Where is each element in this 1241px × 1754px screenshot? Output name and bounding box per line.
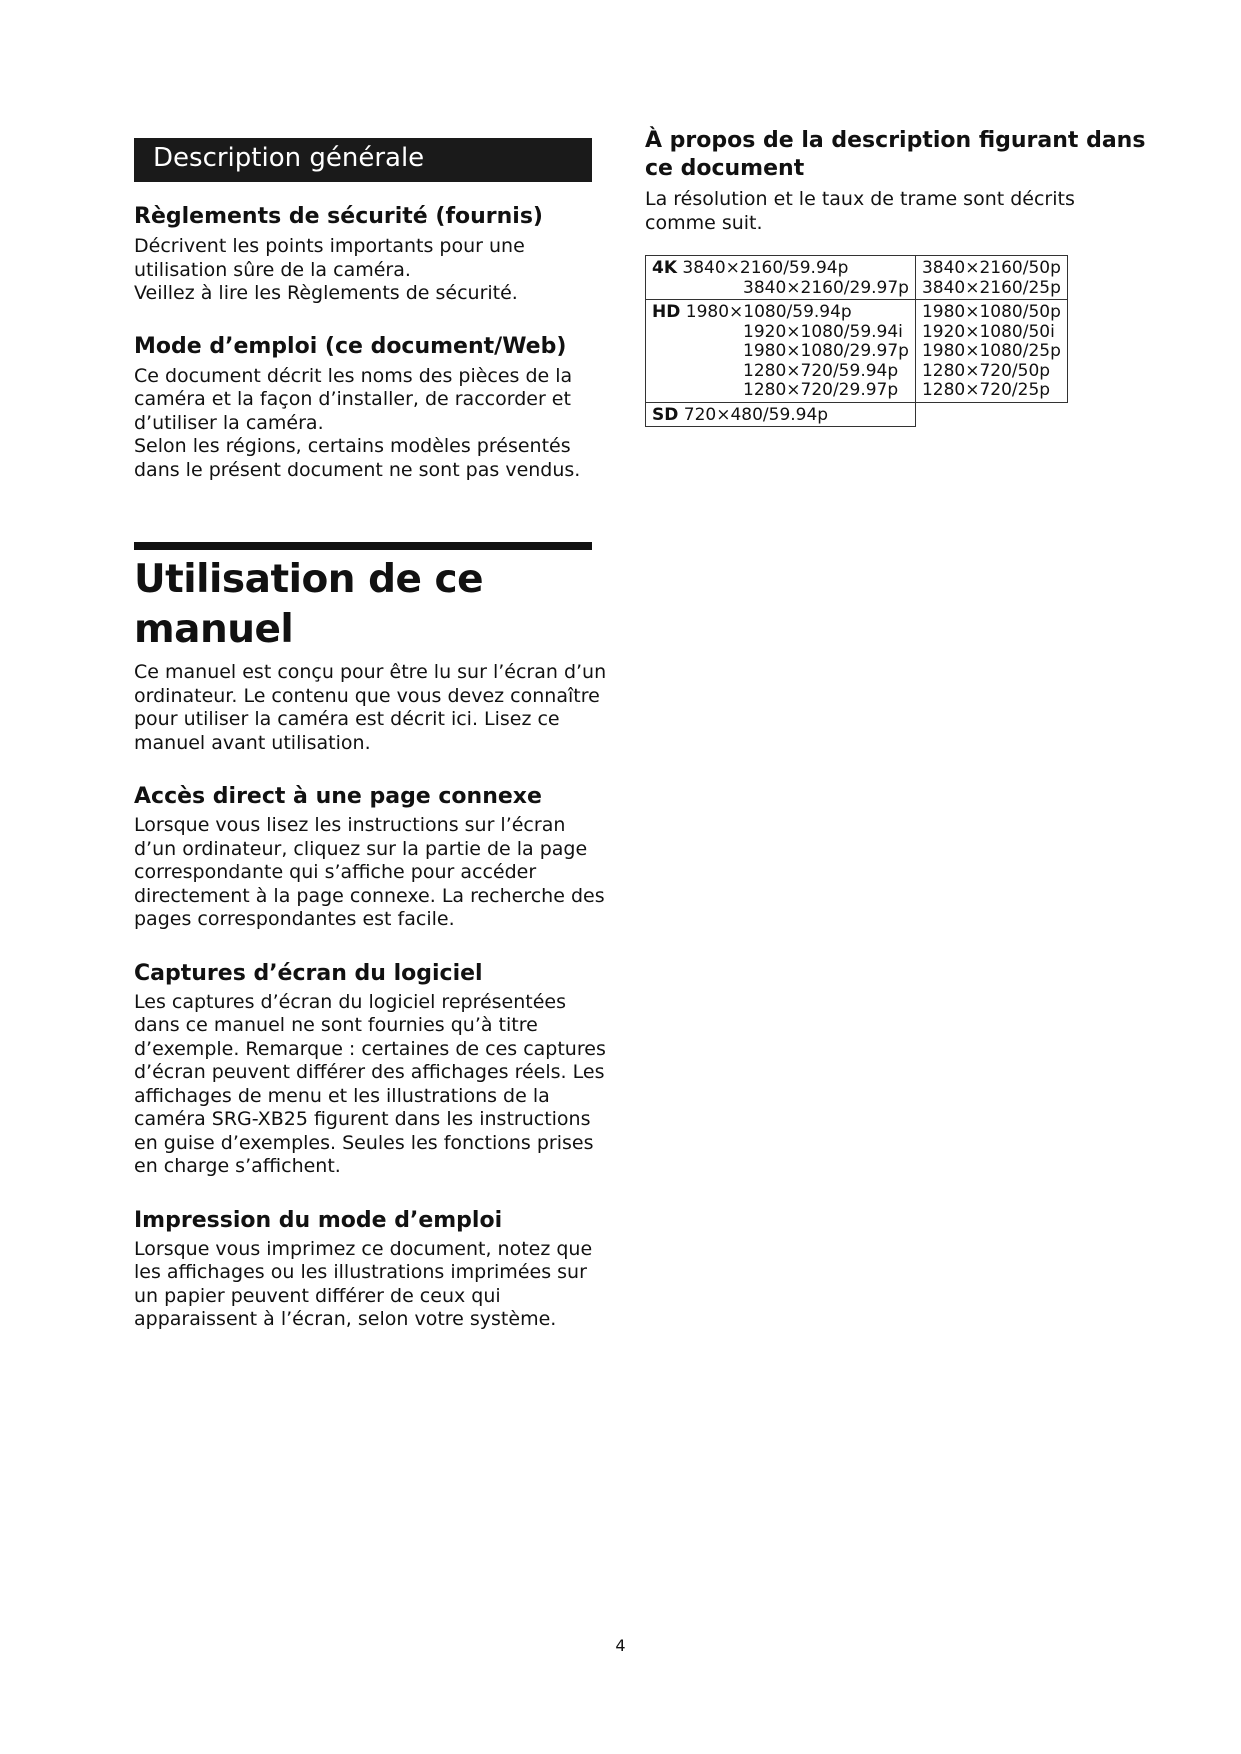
text-line: apparaissent à l’écran, selon votre système. — [134, 1308, 557, 1330]
table-cell-4k — [646, 256, 916, 300]
prefix-4k: 4K — [652, 258, 678, 278]
text-line: affichages de menu et les illustrations de la — [134, 1084, 550, 1107]
text-line: Selon les régions, certains modèles présentés — [134, 435, 571, 457]
text-line: ordinateur. Le contenu que vous devez connaître — [134, 684, 600, 707]
prefix-sd: SD — [652, 404, 679, 425]
table-cell-hd-right — [915, 300, 1067, 403]
text-line: pages correspondantes est facile. — [134, 908, 455, 930]
prefix-hd: HD — [652, 302, 681, 322]
table-row — [646, 256, 1068, 300]
res-value: 1280×720/59.94p — [743, 360, 899, 381]
captures-text — [134, 990, 606, 1179]
reglements-section — [134, 203, 592, 306]
mode-emploi-heading: Mode d’emploi (ce document/Web) — [134, 333, 567, 359]
utilisation-section — [134, 542, 607, 755]
text-line: en charge s’affichent. — [134, 1155, 341, 1177]
text-line: d’un ordinateur, cliquez sur la partie de la page — [134, 837, 588, 860]
text-line: Les captures d’écran du logiciel représentées — [134, 990, 567, 1013]
text-line: en guise d’exemples. Seules les fonctions prises — [134, 1131, 594, 1154]
utilisation-title: Utilisation de ce manuel — [134, 557, 484, 652]
text-line: Décrivent les points importants pour une — [134, 235, 525, 257]
table-cell-empty — [915, 402, 1067, 427]
table-cell-hd — [646, 300, 916, 403]
table-cell-sd — [646, 402, 916, 427]
res-value: 1980×1080/29.97p — [743, 341, 909, 361]
captures-heading: Captures d’écran du logiciel — [134, 960, 483, 986]
table-row — [646, 300, 1068, 403]
text-line: caméra et la façon d’installer, de raccorder et — [134, 388, 571, 410]
acces-heading: Accès direct à une page connexe — [134, 784, 542, 809]
text-line: manuel avant utilisation. — [134, 731, 371, 754]
res-value: 1280×720/50p — [921, 360, 1051, 381]
heading-line: ce document — [645, 156, 805, 181]
text-line: d’exemple. Remarque : certaines de ces captures — [134, 1037, 606, 1060]
right-column — [645, 127, 1146, 427]
acces-text — [134, 814, 605, 932]
res-value: 3840×2160/29.97p — [743, 277, 909, 298]
text-line: caméra SRG-XB25 figurent dans les instructions — [134, 1108, 591, 1130]
utilisation-text — [134, 661, 607, 755]
mode-emploi-section — [134, 333, 592, 483]
table-row — [646, 402, 1068, 427]
mode-emploi-text — [134, 365, 592, 483]
text-line: Lorsque vous imprimez ce document, notez que — [134, 1237, 593, 1260]
page-number: 4 — [615, 1636, 626, 1655]
text-line: Lorsque vous lisez les instructions sur l’écran — [134, 814, 566, 836]
text-line: Ce manuel est conçu pour être lu sur l’écran d’un — [134, 661, 607, 683]
res-value: 1920×1080/50i — [921, 321, 1055, 342]
text-line: Ce document décrit les noms des pièces de la — [134, 364, 573, 387]
text-line: correspondante qui s’affiche pour accéder — [134, 861, 537, 883]
text-line: Veillez à lire les Règlements de sécurité. — [134, 282, 518, 304]
text-line: directement à la page connexe. La recherche des — [134, 884, 605, 907]
res-line — [652, 406, 909, 426]
text-line: un papier peuvent différer de ceux qui — [134, 1284, 501, 1307]
section-title-bar: Description générale — [134, 138, 592, 182]
res-value: 1980×1080/25p — [921, 341, 1061, 361]
apropos-intro — [645, 188, 1105, 235]
text-line: d’utiliser la caméra. — [134, 411, 324, 434]
res-value: 720×480/59.94p — [683, 404, 829, 425]
impression-text — [134, 1238, 592, 1332]
res-line — [652, 259, 909, 279]
text-line: dans le présent document ne sont pas vendus. — [134, 458, 581, 481]
res-value: 3840×2160/25p — [921, 277, 1061, 298]
text-line: comme suit. — [645, 211, 763, 234]
impression-section — [134, 1207, 592, 1332]
text-line: d’écran peuvent différer des affichages réels. Les — [134, 1061, 605, 1083]
resolution-table — [645, 255, 1068, 427]
reglements-text — [134, 235, 592, 306]
res-value: 1280×720/29.97p — [743, 380, 899, 400]
captures-section — [134, 960, 606, 1179]
res-value: 1980×1080/50p — [921, 302, 1061, 322]
left-column — [134, 138, 607, 1332]
res-value: 3840×2160/50p — [921, 258, 1061, 278]
res-value: 1980×1080/59.94p — [685, 302, 852, 322]
reglements-heading: Règlements de sécurité (fournis) — [134, 204, 543, 229]
table-cell-4k-right — [915, 256, 1067, 300]
text-line: La résolution et le taux de trame sont décrits — [645, 188, 1075, 210]
acces-section — [134, 783, 605, 932]
res-value: 1280×720/25p — [921, 380, 1051, 400]
text-line: utilisation sûre de la caméra. — [134, 258, 411, 281]
res-line — [652, 303, 909, 323]
text-line: les affichages ou les illustrations imprimées sur — [134, 1261, 587, 1283]
impression-heading: Impression du mode d’emploi — [134, 1207, 503, 1233]
text-line: dans ce manuel ne sont fournies qu’à titre — [134, 1014, 538, 1036]
apropos-heading — [645, 127, 1146, 183]
heading-line: À propos de la description figurant dans — [645, 128, 1146, 153]
res-value: 1920×1080/59.94i — [743, 321, 903, 342]
text-line: pour utiliser la caméra est décrit ici. Lisez ce — [134, 708, 560, 730]
res-value: 3840×2160/59.94p — [682, 258, 849, 278]
